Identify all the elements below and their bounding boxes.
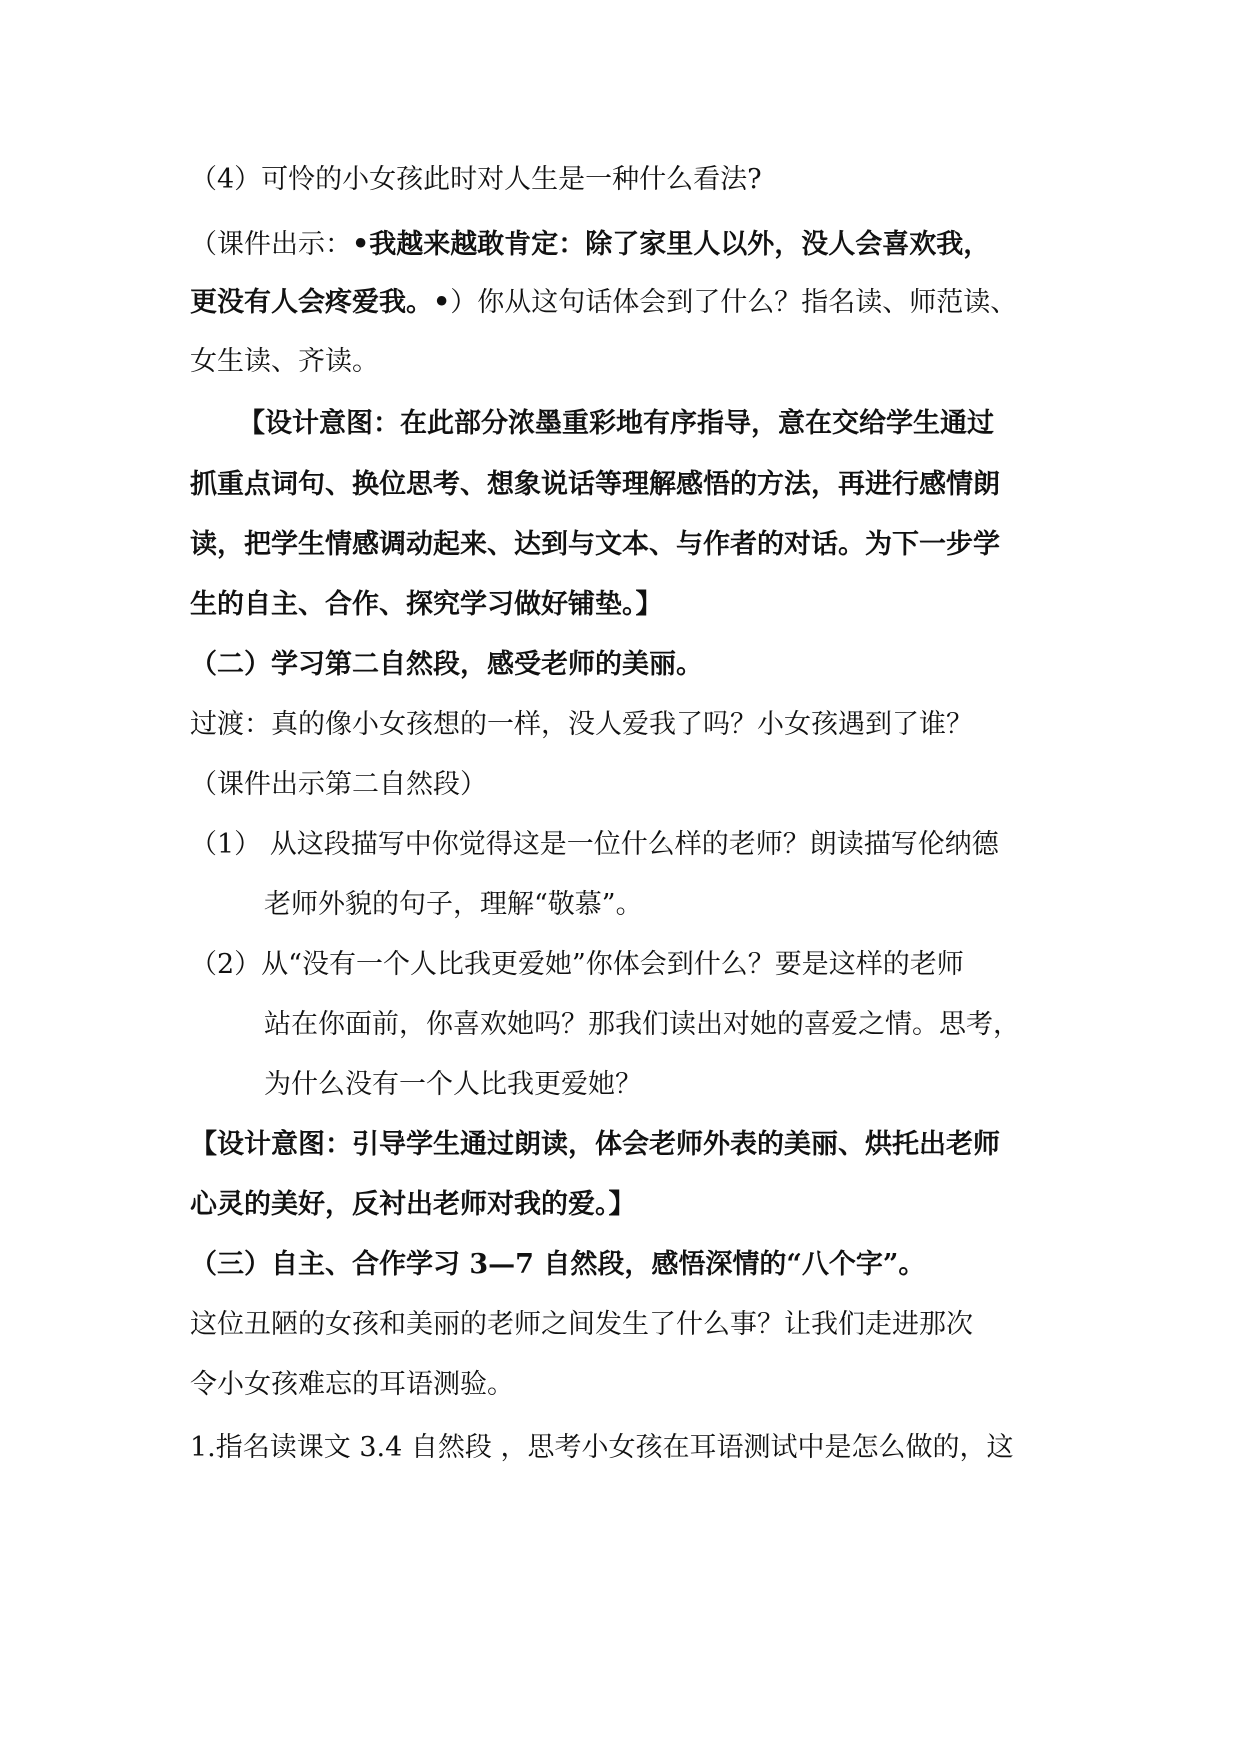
quote-part-2: 更没有人会疼爱我。• [190, 287, 451, 318]
section-2-heading: （二）学习第二自然段，感受老师的美丽。 [190, 649, 703, 680]
task-1: 1.指名读课文 3.4 自然段 ，思考小女孩在耳语测试中是怎么做的，这 [190, 1432, 1014, 1463]
transition-text: 过渡：真的像小女孩想的一样，没人爱我了吗？小女孩遇到了谁？ [190, 709, 973, 740]
item-2-line-2: 站在你面前，你喜欢她吗？那我们读出对她的喜爱之情。思考， [264, 1009, 1020, 1040]
design-note-1-line-2: 抓重点词句、换位思考、想象说话等理解感悟的方法，再进行感情朗 [190, 469, 1000, 500]
courseware-prefix: （课件出示： [190, 229, 352, 260]
intro-line-1: 这位丑陋的女孩和美丽的老师之间发生了什么事？让我们走进那次 [190, 1309, 973, 1340]
courseware-quote-line-1 [190, 225, 1060, 265]
design-note-1-line-3: 读，把学生情感调动起来、达到与文本、与作者的对话。为下一步学 [190, 529, 1000, 560]
courseware-quote-line-2 [190, 283, 1060, 323]
design-note-2-line-2: 心灵的美好，反衬出老师对我的爱。】 [190, 1189, 636, 1220]
design-note-1-line-4: 生的自主、合作、探究学习做好铺垫。】 [190, 589, 663, 620]
item-2-line-1: （2）从“没有一个人比我更爱她”你体会到什么？要是这样的老师 [190, 949, 964, 980]
section-3-heading: （三）自主、合作学习 3—7 自然段，感悟深情的“八个字”。 [190, 1249, 926, 1280]
item-1-line-1: （1） 从这段描写中你觉得这是一位什么样的老师？朗读描写伦纳德 [190, 829, 999, 860]
courseware-suffix: ）你从这句话体会到了什么？指名读、师范读、 [450, 287, 1018, 318]
reading-methods: 女生读、齐读。 [190, 346, 379, 377]
item-1-line-2: 老师外貌的句子，理解“敬慕”。 [264, 889, 643, 920]
courseware-note: （课件出示第二自然段） [190, 769, 487, 800]
question-4: （4）可怜的小女孩此时对人生是一种什么看法? [190, 164, 762, 195]
quote-part-1: •我越来越敢肯定：除了家里人以外，没人会喜欢我， [352, 229, 991, 260]
intro-line-2: 令小女孩难忘的耳语测验。 [190, 1369, 514, 1400]
item-2-line-3: 为什么没有一个人比我更爱她？ [264, 1069, 642, 1100]
design-note-2-line-1: 【设计意图：引导学生通过朗读，体会老师外表的美丽、烘托出老师 [190, 1129, 1000, 1160]
design-note-1-line-1: 【设计意图：在此部分浓墨重彩地有序指导，意在交给学生通过 [238, 408, 994, 439]
